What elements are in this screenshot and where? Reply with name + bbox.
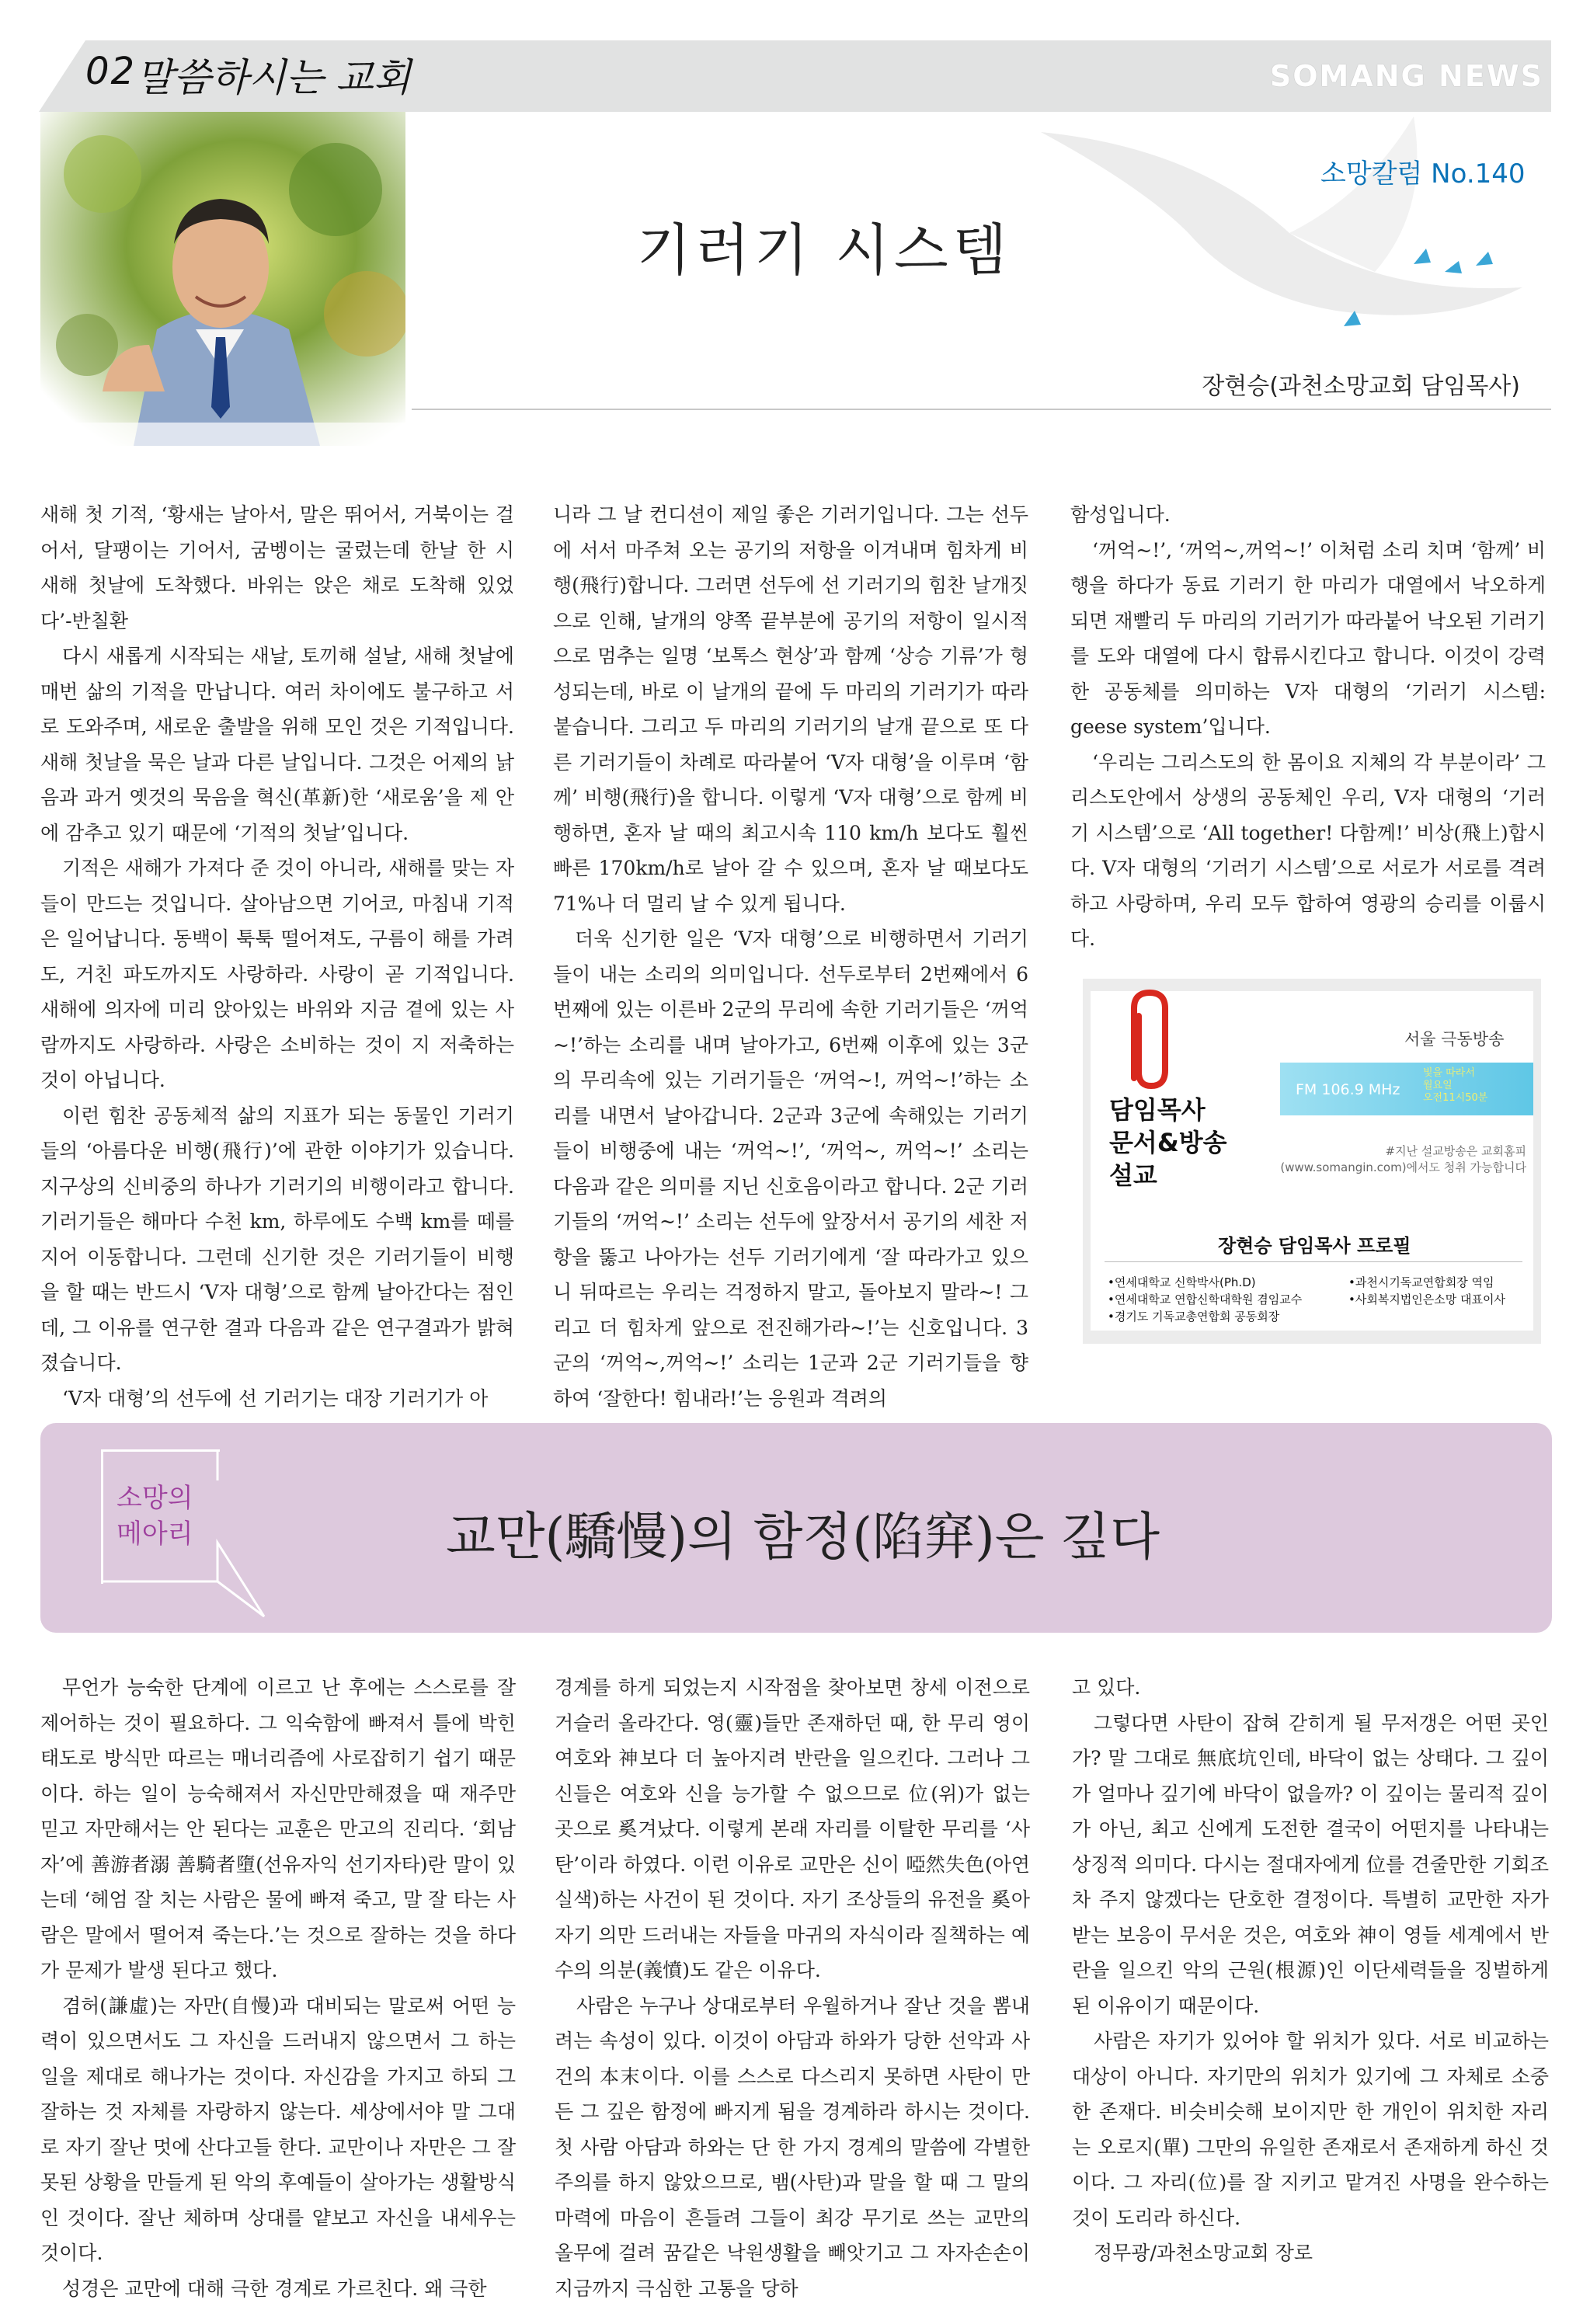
small-bird-icon (1476, 252, 1493, 266)
paragraph: 함성입니다. (1070, 503, 1171, 526)
pastor-photo (40, 112, 405, 446)
paragraph: ‘V자 대형’의 선두에 선 기러기는 대장 기러기가 아 (62, 1386, 489, 1410)
profile-title: 장현승 담임목사 프로필 (1218, 1235, 1411, 1257)
broadcast-schedule: 빛을 따라서 월요일 오전11시50분 (1423, 1067, 1488, 1104)
article-column-2 (553, 497, 1028, 1416)
paragraph: ‘우리는 그리스도의 한 몸이요 지체의 각 부분이라’ 그리스도안에서 상생의 공동체인 우리, V자 대형의 ‘기러기 시스템’으로 ‘All together! 다함께!’ 비상(飛上)합시다. V자 대형의 ‘기러기 시스템’으로 서로가 서로를 격려하고 사랑하며, 우리 모두 합하여 영광의 승리를 이룹시다. (1070, 750, 1546, 950)
header-divider (412, 409, 1551, 410)
profile-item: •과천시기독교연합회장 역임 (1348, 1275, 1494, 1289)
column-number: 소망칼럼 No.140 (1320, 158, 1526, 190)
article-title: 기러기 시스템 (637, 217, 1012, 283)
profile-list-right (1348, 1274, 1505, 1308)
profile-item: •연세대학교 신학박사(Ph.D) (1108, 1275, 1256, 1289)
paragraph: 무언가 능숙한 단계에 이르고 난 후에는 스스로를 잘 제어하는 것이 필요하다. 그 익숙함에 빠져서 틀에 박힌 태도로 방식만 따르는 매너리즘에 사로잡히기 쉽기 때문이다. 하는 일이 능숙해져서 자신만만해졌을 때 재주만 믿고 자만해서는 안 된다는 교훈은 만고의 진리다. ‘회남자’에 善游者溺 善騎者墮(선유자익 선기자타)란 말이 있는데 ‘헤엄 잘 치는 사람은 물에 빠져 죽고, 말 잘 타는 사람은 말에서 떨어져 죽는다.’는 것으로 잘하는 것을 하다가 문제가 발생 된다고 했다. (40, 1676, 516, 1981)
profile-list-left (1108, 1274, 1302, 1325)
paragraph: 이런 힘찬 공동체적 삶의 지표가 되는 동물인 기러기들의 ‘아름다운 비행(飛行)’에 관한 이야기가 있습니다. 지구상의 신비중의 하나가 기러기의 비행이라고 합니다. 기러기들은 해마다 수천 km, 하루에도 수백 km를 떼를 지어 이동합니다. 그런데 신기한 것은 기러기들이 비행을 할 때는 반드시 ‘V자 대형’으로 함께 날아간다는 점인데, 그 이유를 연구한 결과 다음과 같은 연구결과가 밝혀졌습니다. (40, 1104, 514, 1374)
radio-heading: 담임목사 문서&방송 설교 (1109, 1095, 1227, 1190)
radio-station: 서울 극동방송 (1404, 1030, 1505, 1049)
paragraph: 고 있다. (1072, 1676, 1141, 1699)
memoir-column-3 (1072, 1670, 1549, 2271)
paragraph: 니라 그 날 컨디션이 제일 좋은 기러기입니다. 그는 선두에 서서 마주쳐 오는 공기의 저항을 이겨내며 힘차게 비행(飛行)합니다. 그러면 선두에 선 기러기의 힘찬 날개짓으로 인해, 날개의 양쪽 끝부분에 공기의 저항이 일시적으로 멈추는 일명 ‘보톡스 현상’과 함께 ‘상승 기류’가 형성되는데, 바로 이 날개의 끝에 두 마리의 기러기가 따라 붙습니다. 그리고 두 마리의 기러기의 날개 끝으로 또 다른 기러기들이 차례로 따라붙어 ‘V자 대형’을 이루며 ‘함께’ 비행(飛行)을 합니다. 이렇게 ‘V자 대형’으로 함께 비행하면, 혼자 날 때의 최고시속 110 km/h 보다도 훨씬 빠른 170km/h로 날아 갈 수 있으며, 혼자 날 때보다도 71%나 더 멀리 날 수 있게 됩니다. (553, 503, 1028, 915)
paragraph: 사람은 자기가 있어야 할 위치가 있다. 서로 비교하는 대상이 아니다. 자기만의 위치가 있기에 그 자체로 소중한 존재다. 비슷비슷해 보이지만 한 개인이 위치한 자리는 오로지(單) 그만의 유일한 존재로서 존재하게 하신 것이다. 그 자리(位)를 잘 지키고 맡겨진 사명을 완수하는 것이 도리라 하신다. (1072, 2030, 1549, 2229)
small-bird-icon (1414, 249, 1431, 264)
article-column-1 (40, 497, 514, 1416)
paragraph: 성경은 교만에 대해 극한 경계로 가르친다. 왜 극한 (62, 2277, 487, 2300)
header-notch (39, 40, 85, 112)
section-title: 말씀하시는 교회 (136, 55, 411, 100)
profile-item: •사회복지법인은소망 대표이사 (1348, 1292, 1505, 1306)
paperclip-icon (1119, 985, 1181, 1094)
memoir-column-2 (555, 1670, 1030, 2306)
paragraph: 겸허(謙虛)는 자만(自慢)과 대비되는 말로써 어떤 능력이 있으면서도 그 자신을 드러내지 않으면서 그 하는 일을 제대로 해나가는 것이다. 자신감을 가지고 하되 그 잘하는 것 자체를 자랑하지 않는다. 세상에서야 말 그대로 자기 잘난 멋에 산다고들 한다. 교만이나 자만은 그 잘못된 상황을 만들게 된 악의 후예들이 살아가는 생활방식인 것이다. 잘난 체하며 상대를 얕보고 자신을 내세우는 것이다. (40, 1994, 516, 2264)
radio-note: #지난 설교방송은 교회홈피 (www.somangin.com)에서도 청취 가능합니다 (1280, 1144, 1526, 1174)
paragraph: 경계를 하게 되었는지 시작점을 찾아보면 창세 이전으로 거슬러 올라간다. 영(靈)들만 존재하던 때, 한 무리 영이 여호와 神보다 더 높아지려 반란을 일으킨다. 그러나 그 신들은 여호와 신을 능가할 수 없으므로 位(위)가 없는 곳으로 奚겨났다. 이렇게 본래 자리를 이탈한 무리를 ‘사탄’이라 하였다. 이런 이유로 교만은 신이 啞然失色(아연실색)하는 사건이 된 것이다. 자기 조상들의 유전을 奚아 자기 의만 드러내는 자들을 마귀의 자식이라 질책하는 예수의 의분(義憤)도 같은 이유다. (555, 1676, 1030, 1981)
paragraph: 더욱 신기한 일은 ‘V자 대형’으로 비행하면서 기러기들이 내는 소리의 의미입니다. 선두로부터 2번째에서 6번째에 있는 이른바 2군의 무리에 속한 기러기들은 ‘꺼억~!’하는 소리를 내며 날아가고, 6번째 이후에 있는 3군의 무리속에 있는 기러기들은 ‘꺼억~!, 꺼억~!’하는 소리를 내면서 날아갑니다. 2군과 3군에 속해있는 기러기들이 비행중에 내는 ‘꺼억~!’, ‘꺼억~, 꺼억~!’ 소리는 다음과 같은 의미를 지닌 신호음이라고 합니다. 2군 기러기들의 ‘꺼억~!’ 소리는 선두에 앞장서서 공기의 세찬 저항을 뚫고 나아가는 선두 기러기에게 ‘잘 따라가고 있으니 뒤따르는 우리는 걱정하지 말고, 돌아보지 말라~! 그리고 더 힘차게 앞으로 전진해가라~!’는 신호입니다. 3군의 ‘꺼억~,꺼억~!’ 소리는 1군과 2군 기러기들을 향하여 ‘잘한다! 힘내라!’는 응원과 격려의 (553, 927, 1028, 1410)
small-bird-icon (1445, 261, 1462, 273)
paragraph: 새해 첫 기적, ‘황새는 날아서, 말은 뛰어서, 거북이는 걸어서, 달팽이는 기어서, 굼벵이는 굴렀는데 한날 한 시 새해 첫날에 도착했다. 바위는 앉은 채로 도착해 있었다’-반칠환 (40, 503, 514, 632)
paragraph: 다시 새롭게 시작되는 새날, 토끼해 설날, 새해 첫날에 매번 삶의 기적을 만납니다. 여러 차이에도 불구하고 서로 도와주며, 새로운 출발을 위해 모인 것은 기적입니다. 새해 첫날을 묵은 날과 다른 날입니다. 그것은 어제의 낡음과 과거 옛것의 묵음을 혁신(革新)한 ‘새로움’을 제 안에 감추고 있기 때문에 ‘기적의 첫날’입니다. (40, 645, 514, 844)
memoir-tag: 소망의 메아리 (117, 1483, 193, 1550)
paragraph: 그렇다면 사탄이 잡혀 갇히게 될 무저갱은 어떤 곳인가? 말 그대로 無底坑인데, 바닥이 없는 상태다. 그 깊이가 얼마나 깊기에 바닥이 없을까? 이 깊이는 물리적 깊이가 아닌, 최고 신에게 도전한 결국이 어떤지를 나타내는 상징적 의미다. 다시는 절대자에게 位를 견줄만한 기회조차 주지 않겠다는 단호한 결정이다. 특별히 교만한 자가 받는 보응이 무서운 것은, 여호와 神이 영들 세계에서 반란을 일으킨 악의 근원(根源)인 이단세력들을 징벌하게 된 이유이기 때문이다. (1072, 1711, 1549, 2017)
memoir-column-1 (40, 1670, 516, 2306)
brand-logo: SOMANG NEWS (1269, 59, 1543, 93)
profile-item: •연세대학교 연합신학대학원 겸임교수 (1108, 1292, 1303, 1306)
memoir-title: 교만(驕慢)의 함정(陷穽)은 깊다 (446, 1507, 1160, 1567)
paragraph: 기적은 새해가 가져다 준 것이 아니라, 새해를 맞는 자들이 만드는 것입니다. 살아남으면 기어코, 마침내 기적은 일어납니다. 동백이 툭툭 떨어져도, 구름이 해를 가려도, 거친 파도까지도 사랑하라. 사랑이 곧 기적입니다. 새해에 의자에 미리 앉아있는 바위와 지금 곁에 있는 사람까지도 사랑하라. 사랑은 소비하는 것이 지 저축하는 것이 아닙니다. (40, 857, 514, 1091)
article-column-3 (1070, 497, 1546, 957)
profile-item: •경기도 기독교총연합회 공동회장 (1108, 1310, 1280, 1324)
paragraph: 사람은 누구나 상대로부터 우월하거나 잘난 것을 뽐내려는 속성이 있다. 이것이 아담과 하와가 당한 선악과 사건의 本末이다. 이를 스스로 다스리지 못하면 사탄이 만든 그 깊은 함정에 빠지게 됨을 경계하라 하시는 것이다. 첫 사람 아담과 하와는 단 한 가지 경계의 말씀에 각별한 주의를 하지 않았으므로, 뱀(사탄)과 말을 할 때 그 말의 마력에 마음이 흔들려 그들이 최강 무기로 쓰는 교만의 올무에 걸려 꿈같은 낙원생활을 빼앗기고 그 자자손손이 지금까지 극심한 고통을 당하 (555, 1994, 1030, 2300)
article-author: 장현승(과천소망교회 담임목사) (1202, 373, 1520, 400)
paragraph: ‘꺼억~!’, ‘꺼억~,꺼억~!’ 이처럼 소리 치며 ‘함께’ 비행을 하다가 동료 기러기 한 마리가 대열에서 낙오하게 되면 재빨리 두 마리의 기러기가 따라붙어 낙오된 기러기를 도와 대열에 다시 합류시킨다고 합니다. 이것이 강력한 공동체를 의미하는 V자 대형의 ‘기러기 시스템: geese system’입니다. (1070, 538, 1546, 738)
profile-divider (1105, 1261, 1522, 1262)
memoir-author: 정무광/과천소망교회 장로 (1094, 2242, 1313, 2264)
page-number: 02 (85, 50, 137, 93)
dove-illustration (1010, 101, 1553, 373)
fm-frequency: FM 106.9 MHz (1296, 1081, 1400, 1098)
